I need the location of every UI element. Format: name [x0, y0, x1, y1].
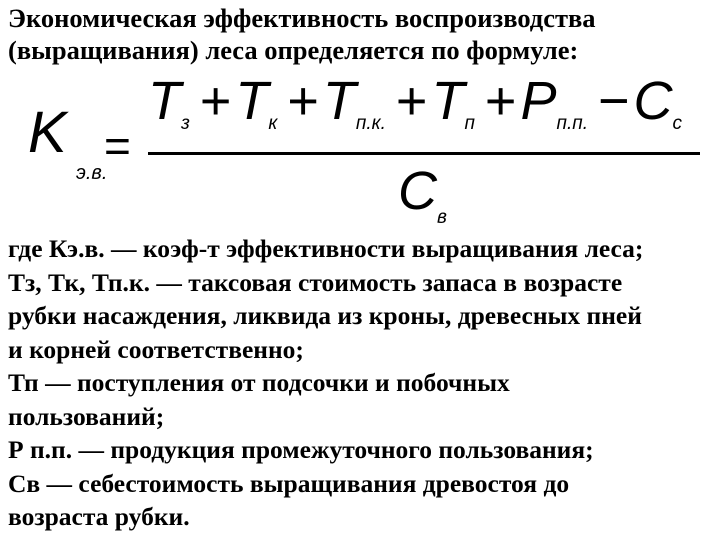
- term-tz: [148, 71, 196, 134]
- definition-line: пользований;: [8, 401, 165, 431]
- definition-line: Тп — поступления от подсочки и побочных: [8, 368, 510, 397]
- term-subscript: з: [181, 113, 190, 134]
- term-cs: [633, 71, 689, 134]
- term-tk: [235, 71, 283, 134]
- definitions-list: [8, 232, 713, 534]
- term-symbol: T: [235, 71, 269, 131]
- formula-equals: =: [104, 120, 131, 172]
- definition-line: Р п.п. — продукция промежуточного пользования;: [8, 435, 594, 464]
- operator: +: [199, 71, 232, 131]
- term-subscript: с: [672, 113, 683, 134]
- definition-line: рубки насаждения, ликвида из кроны, древесных пней: [8, 301, 642, 330]
- definition-line: где Кэ.в. — коэф-т эффективности выращивания леса;: [8, 234, 644, 263]
- term-symbol: P: [520, 71, 557, 131]
- definition-line: Св — себестоимость выращивания древостоя до: [8, 468, 570, 498]
- formula-numerator: [148, 71, 688, 141]
- fraction-bar: [148, 152, 700, 155]
- denominator-symbol: C: [398, 161, 437, 221]
- term-subscript: п.п.: [556, 113, 588, 134]
- operator: −: [597, 71, 630, 131]
- formula-denominator: [398, 161, 447, 231]
- definition-line: Тз, Тк, Тп.к. — таксовая стоимость запаса в возрасте: [8, 267, 623, 297]
- operator: +: [395, 71, 428, 131]
- term-subscript: п: [464, 113, 475, 134]
- heading-line-2: (выращивания) леса определяется по формуле:: [8, 35, 579, 65]
- formula-lhs-symbol: K: [28, 100, 67, 165]
- operator: +: [287, 71, 319, 131]
- definition-line: и корней соответственно;: [8, 334, 304, 364]
- term-tpk: [322, 71, 392, 134]
- term-symbol: C: [633, 71, 673, 131]
- term-ppp: [520, 71, 594, 134]
- definition-line: возраста рубки.: [8, 502, 190, 531]
- heading-line-1: Экономическая эффективность воспроизводства: [8, 3, 596, 33]
- formula-lhs-subscript: э.в.: [76, 162, 108, 184]
- term-symbol: T: [431, 71, 465, 131]
- term-symbol: T: [148, 71, 181, 131]
- operator: +: [484, 71, 517, 131]
- slide-heading: [8, 2, 713, 66]
- term-tp: [431, 71, 480, 134]
- denominator-subscript: в: [437, 207, 447, 228]
- term-subscript: п.к.: [355, 113, 386, 134]
- term-symbol: T: [322, 71, 356, 131]
- efficiency-formula: [0, 70, 720, 230]
- term-subscript: к: [268, 113, 278, 134]
